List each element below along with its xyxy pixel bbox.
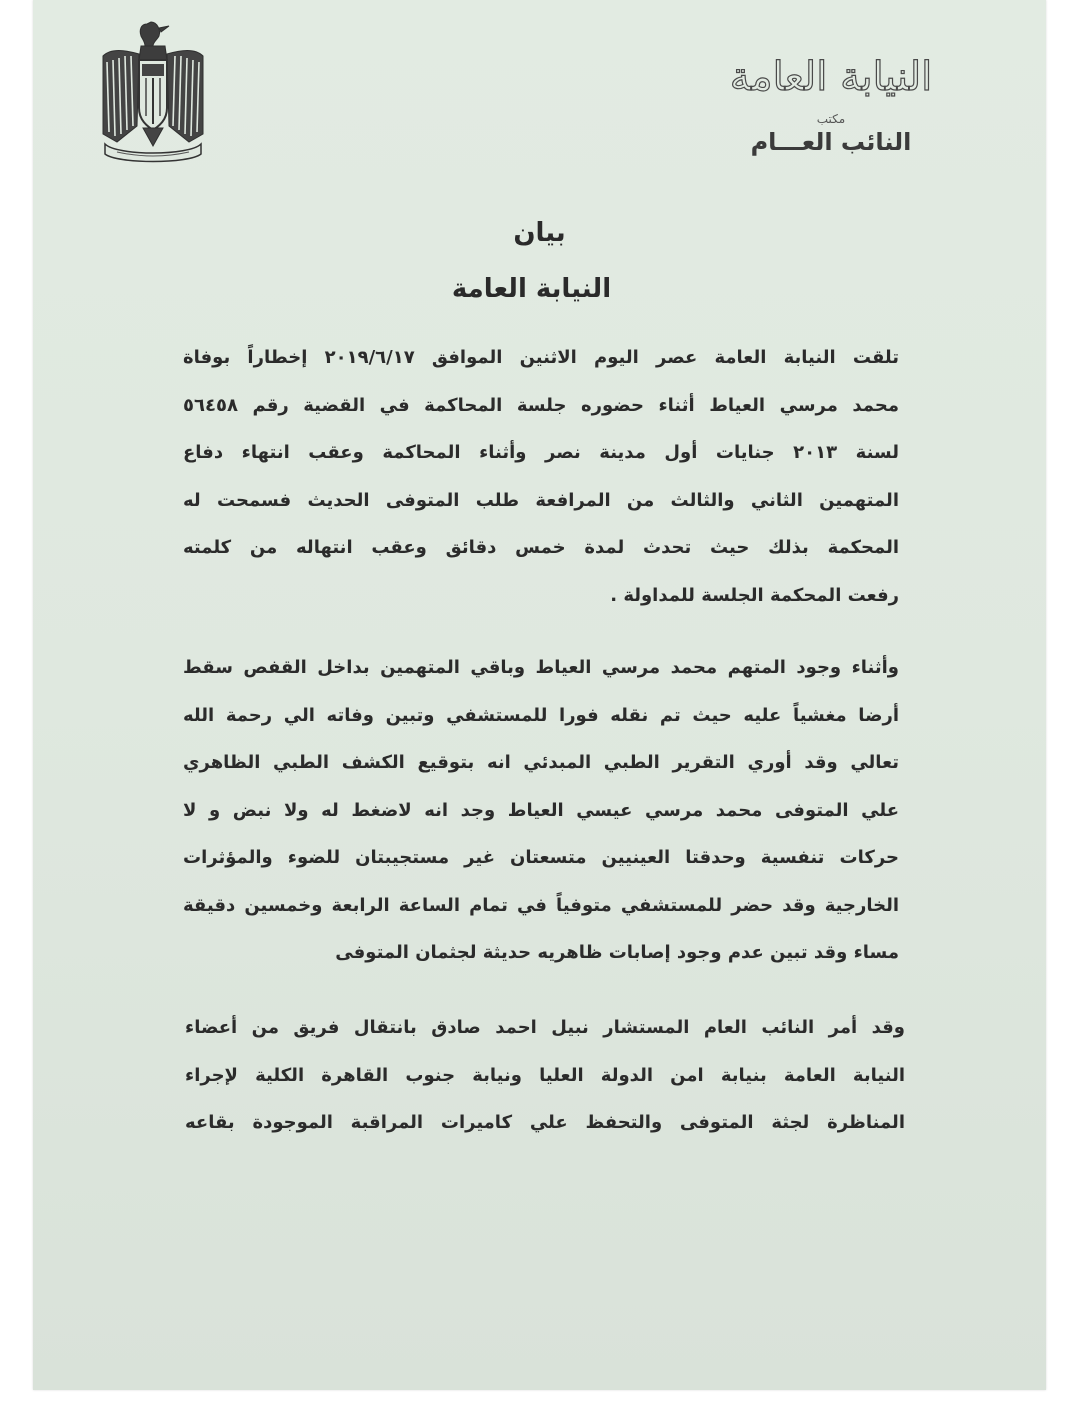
paragraph-line: تعالي وقد أوري التقرير الطبي المبدئي انه بتوقيع الكشف الطبي الظاهري <box>183 752 899 773</box>
paragraph-2 <box>183 644 899 977</box>
paragraph-line: وأثناء وجود المتهم محمد مرسي العياط وباقي المتهمين بداخل القفص سقط <box>183 657 899 678</box>
paragraph-line: رفعت المحكمة الجلسة للمداولة . <box>610 584 899 606</box>
letterhead <box>701 54 961 158</box>
letterhead-organization: النيابة العامة <box>729 54 933 100</box>
document-page <box>33 0 1046 1390</box>
letterhead-office-label: مكتب <box>816 112 846 126</box>
paragraph-line: وقد أمر النائب العام المستشار نبيل احمد صادق بانتقال فريق من أعضاء <box>185 1017 905 1038</box>
paragraph-line: الخارجية وقد حضر للمستشفي متوفياً في تمام الساعة الرابعة وخمسين دقيقة <box>183 894 899 916</box>
document-heading-statement: بيان <box>513 218 566 248</box>
paragraph-line: المتهمين الثاني والثالث من المرافعة طلب المتوفى الحديث فسمحت له <box>183 489 899 511</box>
paragraph-line: المناظرة لجثة المتوفى والتحفظ علي كاميرات المراقبة الموجودة بقاعه <box>185 1112 905 1133</box>
paragraph-line: النيابة العامة بنيابة امن الدولة العليا ونيابة جنوب القاهرة الكلية لإجراء <box>185 1064 905 1086</box>
paragraph-line: لسنة ٢٠١٣ جنايات أول مدينة نصر وأثناء المحاكمة وعقب انتهاء دفاع <box>183 442 899 463</box>
document-heading-organization: النيابة العامة <box>451 274 612 304</box>
paragraph-3 <box>185 1004 905 1147</box>
paragraph-line: تلقت النيابة العامة عصر اليوم الاثنين الموافق ٢٠١٩/٦/١٧ إخطاراً بوفاة <box>183 347 900 368</box>
paragraph-line: علي المتوفى محمد مرسي عيسي العياط وجد انه لاضغط له ولا نبض و لا <box>183 799 899 821</box>
paragraph-line: مساء وقد تبين عدم وجود إصابات ظاهريه حديثة لجثمان المتوفى <box>335 942 899 963</box>
paragraph-line: أرضا مغشياً عليه حيث تم نقله فورا للمستشفي وتبين وفاته الي رحمة الله <box>183 704 899 726</box>
eagle-emblem-icon <box>97 16 209 166</box>
paragraph-line: المحكمة بذلك حيث تحدث لمدة خمس دقائق وعقب انتهاله من كلمته <box>183 537 899 558</box>
paragraph-1 <box>183 334 899 619</box>
paragraph-line: حركات تنفسية وحدقتا العينيين متسعتان غير مستجيبتان للضوء والمؤثرات <box>183 847 899 868</box>
paragraph-line: محمد مرسي العياط أثناء حضوره جلسة المحاكمة في القضية رقم ٥٦٤٥٨ <box>183 394 899 416</box>
letterhead-office-title: النائب العـــام <box>750 128 912 156</box>
